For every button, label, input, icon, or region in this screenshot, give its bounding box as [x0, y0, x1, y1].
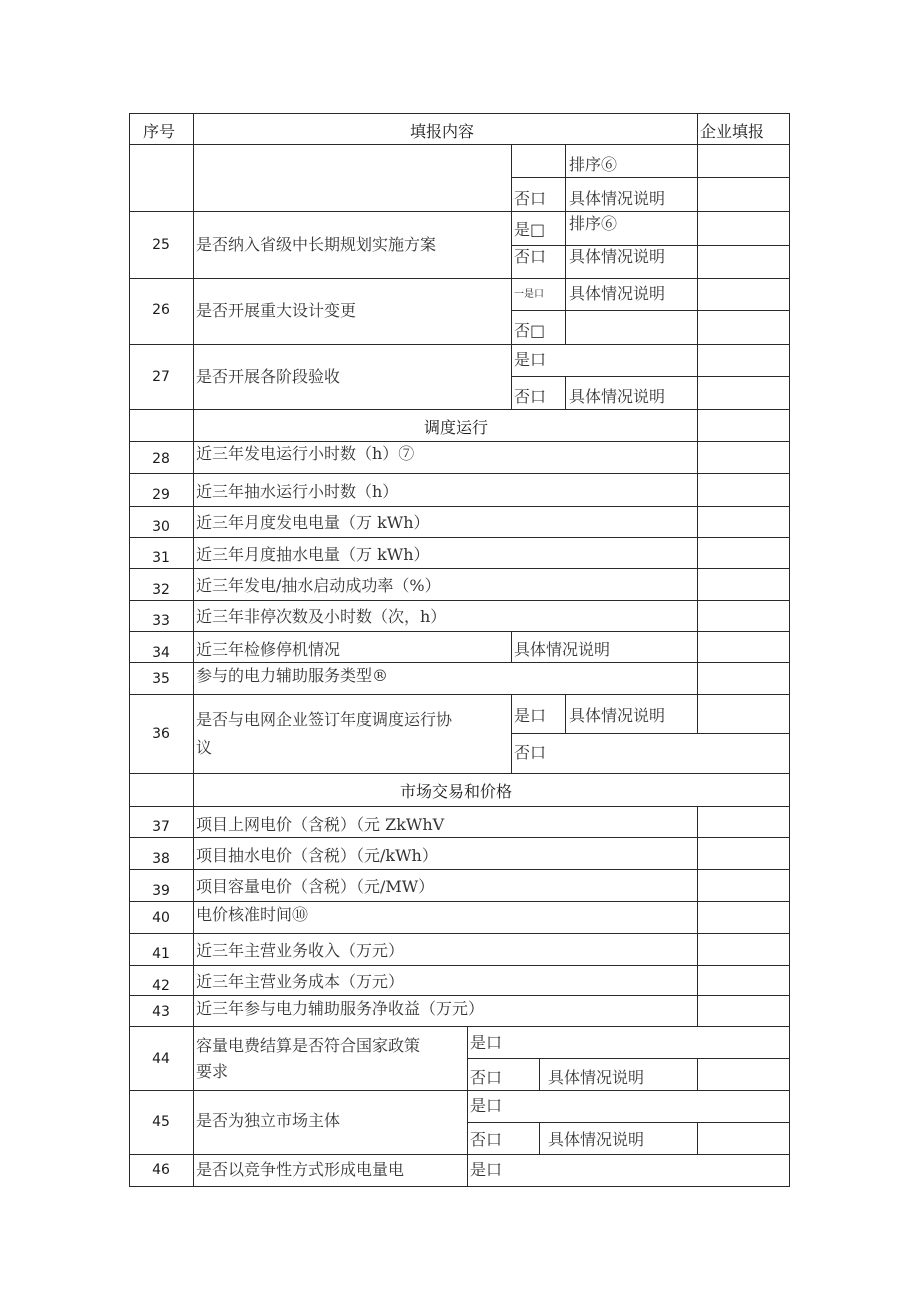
row-label: 近三年发电运行小时数（h）⑦ — [196, 444, 415, 463]
row-label: 参与的电力辅助服务类型® — [196, 666, 389, 685]
row-label: 是否与电网企业签订年度调度运行协 — [196, 710, 453, 729]
detail-label: 具体情况说明 — [548, 1068, 645, 1087]
no-checkbox[interactable]: 否口 — [514, 189, 547, 208]
detail-label: 具体情况说明 — [569, 247, 666, 266]
row-label: 近三年主营业务收入（万元） — [196, 941, 405, 960]
row-number: 30 — [152, 519, 170, 535]
yes-checkbox[interactable]: 是口 — [470, 1096, 503, 1115]
row-number: 35 — [152, 671, 170, 687]
row-number: 33 — [152, 613, 170, 629]
row-number: 28 — [152, 451, 170, 467]
row-number: 36 — [152, 726, 170, 742]
row-number: 45 — [152, 1114, 170, 1130]
yes-checkbox[interactable]: 是□ — [514, 220, 546, 239]
section-title-dispatch: 调度运行 — [424, 418, 489, 437]
header-content: 填报内容 — [410, 122, 475, 141]
row-number: 27 — [152, 369, 170, 385]
row-number: 41 — [152, 946, 170, 962]
row-number: 43 — [152, 1004, 170, 1020]
row-label: 项目抽水电价（含税）（元/kWh） — [196, 846, 438, 865]
row-label: 是否纳入省级中长期规划实施方案 — [196, 235, 437, 254]
yes-checkbox[interactable]: 是口 — [470, 1160, 503, 1179]
row-label: 是否为独立市场主体 — [196, 1111, 341, 1130]
rank-label: 排序⑥ — [569, 214, 618, 233]
yes-checkbox[interactable]: 一是口 — [514, 289, 544, 300]
no-checkbox[interactable]: 否口 — [470, 1130, 503, 1149]
yes-checkbox[interactable]: 是口 — [514, 706, 547, 725]
yes-checkbox[interactable]: 是口 — [470, 1033, 503, 1052]
row-number: 32 — [152, 582, 170, 598]
row-label: 议 — [196, 738, 213, 757]
no-checkbox[interactable]: 否口 — [514, 247, 547, 266]
row-number: 44 — [152, 1051, 170, 1067]
row-label: 是否开展各阶段验收 — [196, 367, 341, 386]
row-label: 近三年发电/抽水启动成功率（%） — [196, 576, 441, 595]
detail-label: 具体情况说明 — [569, 284, 666, 303]
row-number: 38 — [152, 851, 170, 867]
row-number: 31 — [152, 550, 170, 566]
detail-label: 具体情况说明 — [548, 1130, 645, 1149]
row-label: 是否开展重大设计变更 — [196, 301, 357, 320]
detail-label: 具体情况说明 — [514, 640, 611, 659]
row-number: 29 — [152, 487, 170, 503]
row-label: 是否以竞争性方式形成电量电 — [196, 1160, 405, 1179]
detail-label: 具体情况说明 — [569, 189, 666, 208]
no-checkbox[interactable]: 否口 — [514, 387, 547, 406]
row-number: 26 — [152, 302, 170, 318]
row-label: 近三年抽水运行小时数（h） — [196, 482, 399, 501]
row-label: 容量电费结算是否符合国家政策 — [196, 1036, 421, 1055]
row-label: 电价核准时间⑩ — [196, 905, 309, 924]
detail-label: 具体情况说明 — [569, 387, 666, 406]
row-label: 近三年参与电力辅助服务净收益（万元） — [196, 999, 485, 1018]
row-number: 25 — [152, 237, 170, 253]
rank-label: 排序⑥ — [569, 155, 618, 174]
section-title-market: 市场交易和价格 — [400, 782, 513, 801]
row-number: 34 — [152, 645, 170, 661]
no-checkbox[interactable]: 否□ — [514, 321, 546, 340]
header-fill: 企业填报 — [700, 122, 765, 141]
row-number: 37 — [152, 819, 170, 835]
row-label: 要求 — [196, 1062, 229, 1081]
detail-label: 具体情况说明 — [569, 706, 666, 725]
row-label: 项目上网电价（含税）（元 ZkWhV — [196, 815, 445, 834]
row-label: 近三年主营业务成本（万元） — [196, 972, 405, 991]
row-number: 42 — [152, 978, 170, 994]
no-checkbox[interactable]: 否口 — [470, 1068, 503, 1087]
row-label: 近三年月度抽水电量（万 kWh） — [196, 545, 430, 564]
header-seq: 序号 — [143, 122, 176, 141]
row-label: 近三年非停次数及小时数（次，h） — [196, 607, 447, 626]
row-label: 近三年检修停机情况 — [196, 640, 341, 659]
row-number: 40 — [152, 910, 170, 926]
row-label: 项目容量电价（含税）（元/MW） — [196, 877, 435, 896]
row-label: 近三年月度发电电量（万 kWh） — [196, 513, 430, 532]
yes-checkbox[interactable]: 是口 — [514, 350, 547, 369]
row-number: 46 — [152, 1162, 170, 1178]
no-checkbox[interactable]: 否口 — [514, 743, 547, 762]
row-number: 39 — [152, 883, 170, 899]
